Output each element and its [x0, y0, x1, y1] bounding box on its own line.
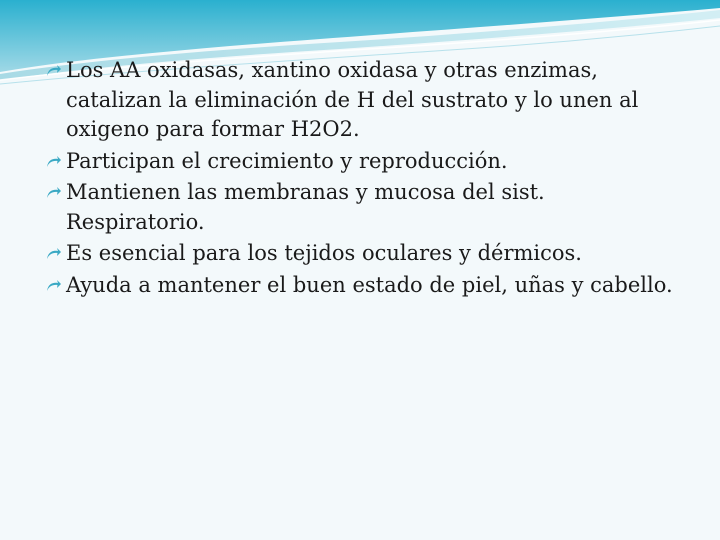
curved-arrow-icon	[46, 247, 62, 261]
bullet-text: Ayuda a mantener el buen estado de piel, uñas y cabello.	[66, 272, 673, 297]
curved-arrow-icon	[46, 64, 62, 78]
bullet-text: Mantienen las membranas y mucosa del sist. Respiratorio.	[66, 180, 545, 234]
bullet-text: Participan el crecimiento y reproducción.	[66, 148, 508, 173]
bullet-item	[46, 239, 686, 269]
curved-arrow-icon	[46, 155, 62, 169]
bullet-item	[46, 56, 686, 145]
bullet-item	[46, 147, 686, 177]
bullet-list	[46, 56, 686, 302]
bullet-item	[46, 271, 686, 301]
bullet-item	[46, 178, 686, 237]
bullet-text: Es esencial para los tejidos oculares y dérmicos.	[66, 241, 582, 265]
curved-arrow-icon	[46, 279, 62, 293]
curved-arrow-icon	[46, 186, 62, 200]
bullet-text: Los AA oxidasas, xantino oxidasa y otras enzimas, catalizan la eliminación de H del sustrato y lo unen al oxigeno para formar H2O2.	[66, 58, 639, 141]
